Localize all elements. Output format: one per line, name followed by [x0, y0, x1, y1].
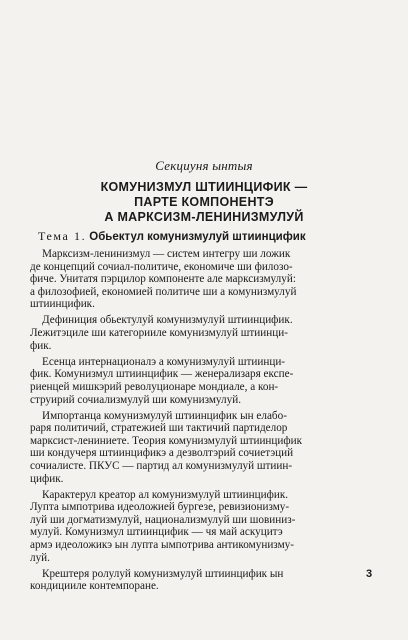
text-line: раря политичий, стратежией ши тактичий партиделор [30, 422, 288, 435]
theme-title: Обьектул комунизмулуй штиинцифик [89, 231, 306, 243]
chapter-title [0, 180, 408, 225]
page-number: 3 [366, 568, 373, 580]
paragraph [30, 568, 379, 593]
paragraph [30, 314, 379, 352]
text-line: Дефиниция обьектулуй комунизмулуй штиинцифик. [42, 314, 293, 327]
text-line: Карактерул креатор ал комунизмулуй штиинцифик. [42, 488, 289, 501]
text-line: Лежитэциле ши категорииле комунизмулуй штиинци- [30, 327, 288, 340]
paragraph [30, 410, 379, 486]
section-heading: Секциуня ынтыя [155, 158, 253, 173]
chapter-title-line: КОМУНИЗМУЛ ШТИИНЦИФИК — [100, 180, 308, 194]
text-line: Крештеря ролулуй комунизмулуй штиинцифик ын [42, 567, 284, 580]
text-line: штиинцифик. [30, 298, 95, 311]
text-line: Есенца интернационалэ а комунизмулуй штиинци- [42, 355, 286, 368]
chapter-title-line: А МАРКСИЗМ-ЛЕНИНИЗМУЛУЙ [104, 210, 304, 224]
paragraph [30, 248, 379, 311]
chapter-title-line: ПАРТЕ КОМПОНЕНТЭ [134, 195, 274, 209]
text-line: риенцей мишкэрий револуционаре мондиале, а кон- [30, 380, 279, 393]
text-line: фик. Комунизмул штиинцифик — женерализаря експе- [30, 368, 294, 381]
text-line: а филозофией, економией политиче ши а комунизмулуй [30, 285, 297, 298]
text-line: Лупта ымпотрива идеоложией бургезе, ревизионизму- [30, 501, 290, 514]
theme-heading [38, 229, 306, 244]
text-line: сочиалисте. ПКУС — партид ал комунизмулуй штиин- [30, 460, 293, 472]
theme-label: Тема 1. [38, 229, 87, 243]
text-line: Импортанца комунизмулуй штиинцифик ын елабо- [42, 409, 287, 422]
text-line: Марксизм-ленинизмул — систем интегру ши ложик [42, 248, 291, 260]
text-line: марксист-лениниете. Теория комунизмулуй штиинцифик [30, 434, 303, 447]
text-line: струирий сочиализмулуй ши комунизмулуй. [30, 393, 241, 406]
text-line: луй. [30, 551, 50, 564]
text-line: мулуй. Комунизмул штиинцифик — чя май аскуцитэ [30, 526, 283, 539]
text-line: ши кондучеря штиинцификэ а дезволтэрий сочиетэций [30, 447, 294, 460]
text-line: кондицииле контемпоране. [30, 580, 159, 593]
text-line: фиче. Унитатя пэрцилор компоненте але марксизмулуй: [30, 273, 296, 286]
paragraph [30, 489, 379, 565]
text-line: де концепций сочиал-политиче, економиче ши филозо- [30, 260, 293, 273]
body-text [30, 248, 379, 596]
text-line: армэ идеоложикэ ын лупта ымпотрива антикомунизму- [30, 539, 294, 552]
paragraph [30, 356, 379, 406]
text-line: цифик. [30, 472, 64, 485]
text-line: фик. [30, 339, 52, 352]
text-line: луй ши догматизмулуй, национализмулуй ши шовиниз- [30, 513, 296, 526]
